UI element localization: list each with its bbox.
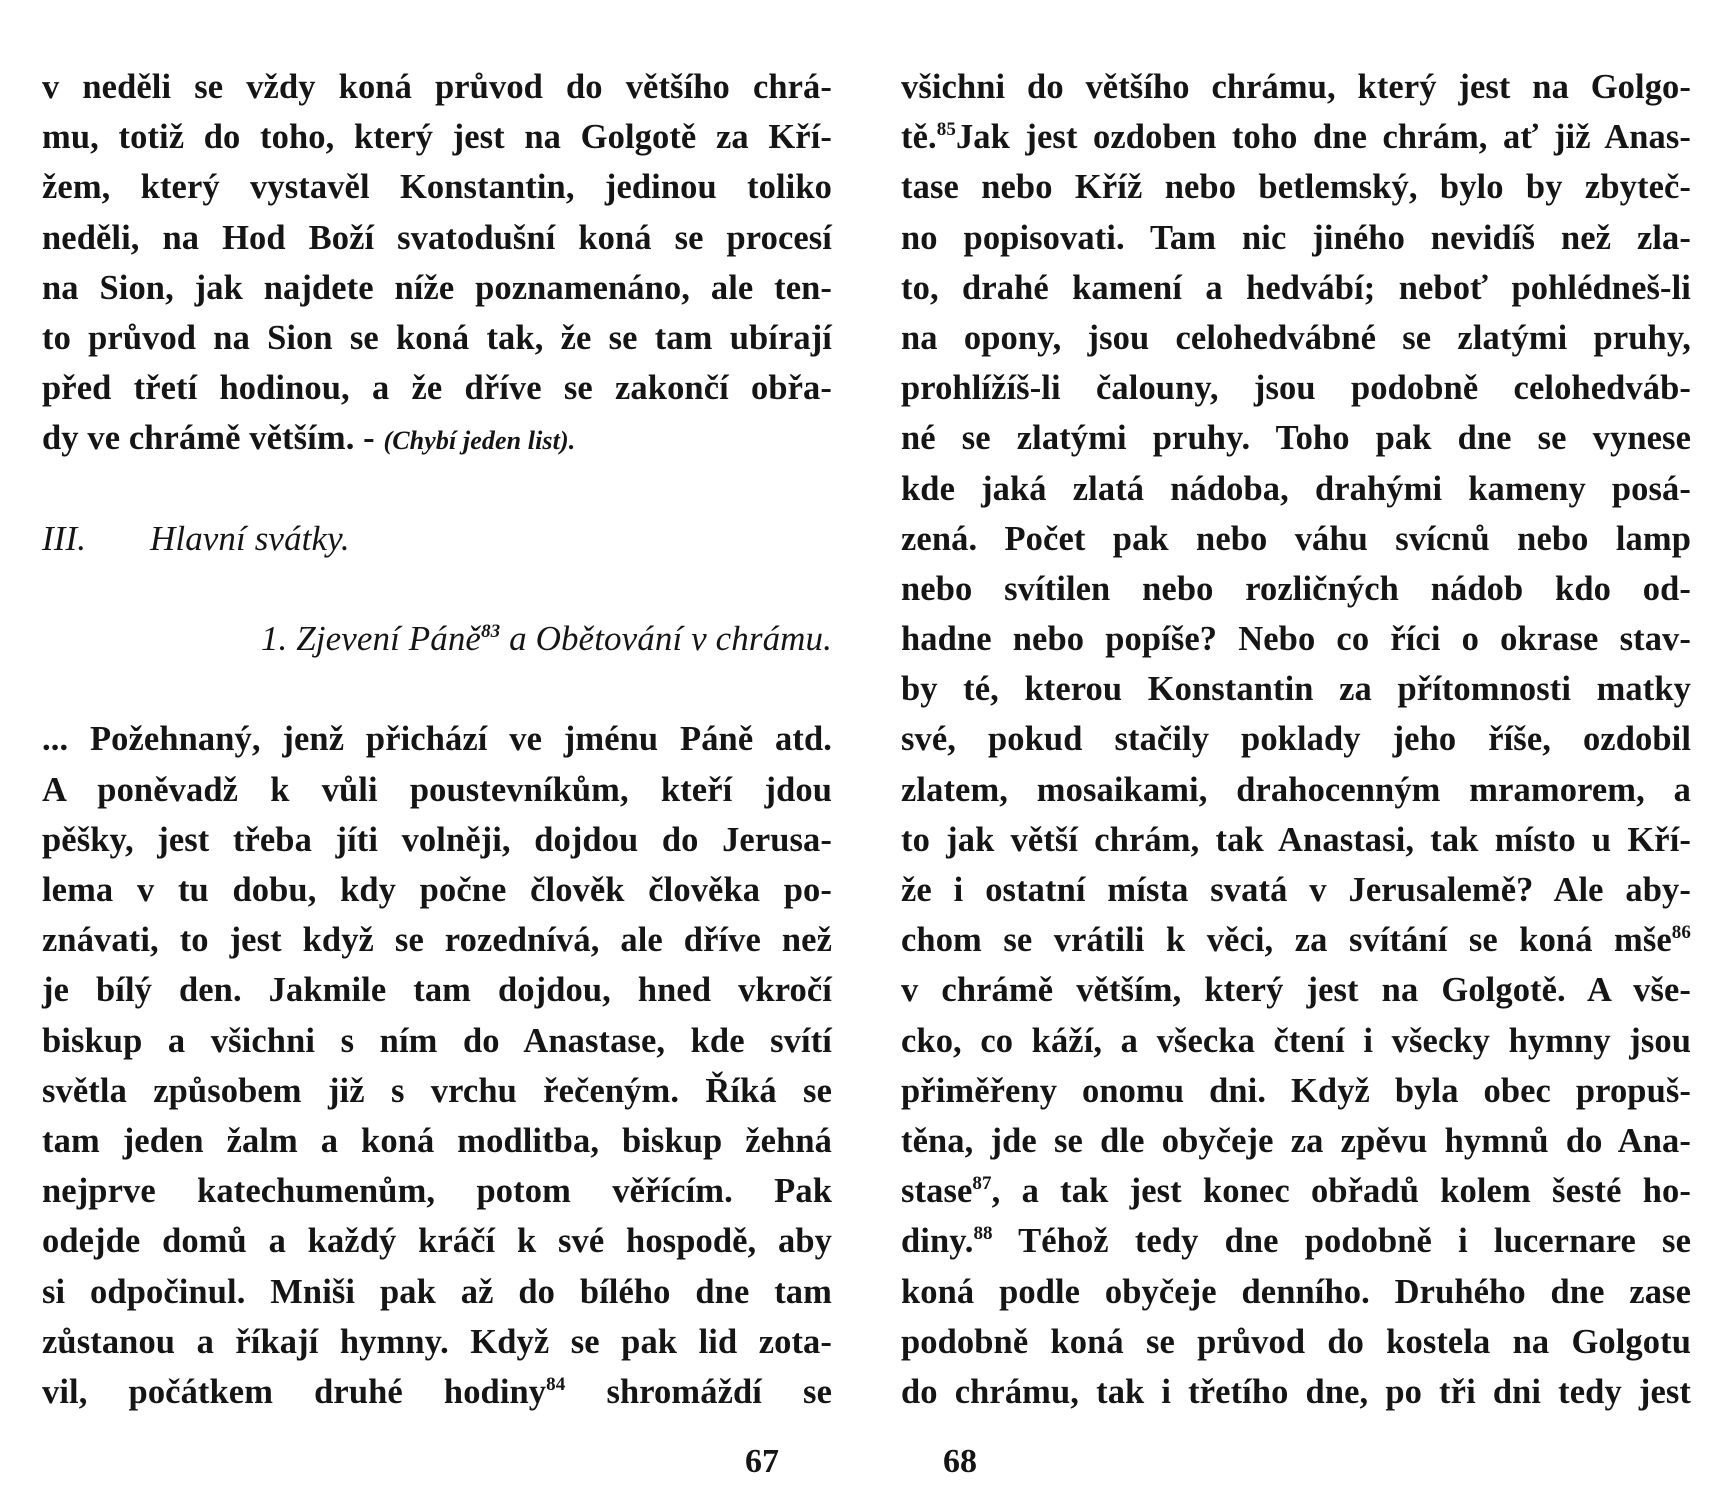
text-line: všichni do většího chrámu, který jest na Golgo- [901,68,1691,106]
text-line: odejde domů a každý kráčí k své hospodě, aby [42,1222,832,1261]
text-line: to průvod na Sion se koná tak, že se tam ubírají [42,318,832,357]
text-line: na Sion, jak najdete níže poznamenáno, ale ten- [42,268,832,307]
footnote-ref: 84 [546,1373,566,1395]
text-line: ... Požehnaný, jenž přichází ve jménu Páně atd. [42,720,832,759]
text-line: to jak větší chrám, tak Anastasi, tak místo u Kří- [901,820,1691,859]
text-fragment: Téhož tedy dne podobně i lucernare se [992,1222,1691,1261]
text-line: nejprve katechumenům, potom věřícím. Pak [42,1172,832,1211]
text-line: hadne nebo popíše? Nebo co říci o okrase stav- [901,620,1691,659]
right-page [859,0,1718,1500]
text-line: prohlížíš-li čalouny, jsou podobně celohedváb- [901,369,1691,408]
text-fragment: shromáždí se [565,1372,832,1411]
right-text-column [901,62,1691,1417]
text-line: pěšky, jest třeba jíti volněji, dojdou do Jerusa- [42,820,832,859]
text-line: cko, co káží, a všecka čtení i všecky hymny jsou [901,1021,1691,1060]
text-fragment: , a tak jest konec obřadů kolem šesté ho- [991,1172,1691,1211]
page-number-left: 67 [745,1443,779,1480]
text-line: zlatem, mosaikami, drahocenným mramorem, a [901,770,1691,809]
text-line: tase nebo Kříž nebo betlemský, bylo by zbyteč- [901,168,1691,207]
spacer [42,664,832,714]
text-fragment: diny. [901,1222,974,1261]
text-line: kde jaká zlatá nádoba, drahými kameny posá- [901,469,1691,508]
spacer [42,564,832,614]
text-line: nebo svítilen nebo rozličných nádob kdo od- [901,569,1691,608]
text-line: v neděli se vždy koná průvod do většího chrá- [42,68,832,106]
text-line: na opony, jsou celohedvábné se zlatými pruhy, [901,318,1691,357]
text-line [901,112,1691,162]
text-line: světla způsobem již s vrchu řečeným. Říká se [42,1071,832,1110]
footnote-ref: 87 [972,1173,992,1195]
missing-leaf-note: (Chybí jeden list). [383,426,576,456]
text-line: koná podle obyčeje denního. Druhého dne zase [901,1272,1691,1311]
text-line: podobně koná se průvod do kostela na Golgotu [901,1322,1691,1361]
text-line [901,915,1691,965]
left-text-column [42,62,832,1417]
text-line: do chrámu, tak i třetího dne, po tři dni tedy jest [901,1372,1691,1411]
text-line: přiměřeny onomu dni. Když byla obec propuš- [901,1071,1691,1110]
section-title: Hlavní svátky. [150,518,350,558]
text-line: zená. Počet pak nebo váhu svícnů nebo lamp [901,519,1691,558]
section-number: III. [42,518,87,558]
text-line: si odpočinul. Mniši pak až do bílého dne tam [42,1272,832,1311]
text-line: by té, kterou Konstantin za přítomnosti matky [901,670,1691,709]
text-line: je bílý den. Jakmile tam dojdou, hned vkročí [42,971,832,1010]
text-line: to, drahé kamení a hedvábí; neboť pohlédneš-li [901,268,1691,307]
subsection-title: 1. Zjevení Páně [260,619,482,659]
footnote-ref: 85 [936,119,956,141]
text-line: neděli, na Hod Boží svatodušní koná se procesí [42,218,832,257]
text-line: znávati, to jest když se rozednívá, ale dříve než [42,921,832,960]
text-line [901,1166,1691,1216]
text-line: těna, jde se dle obyčeje za zpěvu hymnů do Ana- [901,1121,1691,1160]
text-line: tam jeden žalm a koná modlitba, biskup žehná [42,1121,832,1160]
text-line: A poněvadž k vůli poustevníkům, kteří jdou [42,770,832,809]
text-line: mu, totiž do toho, který jest na Golgotě za Kří- [42,118,832,157]
text-line: no popisovati. Tam nic jiného nevidíš než zla- [901,218,1691,257]
page-number-right: 68 [943,1443,977,1480]
subsection-title-rest: a Obětování v chrámu. [500,619,832,659]
section-heading [42,514,832,564]
text-line [901,1216,1691,1266]
text-line: žem, který vystavěl Konstantin, jedinou toliko [42,168,832,207]
text-line: své, pokud stačily poklady jeho říše, ozdobil [901,720,1691,759]
text-fragment: Jak jest ozdoben toho dne chrám, ať již Anas- [955,118,1691,157]
footnote-ref: 88 [973,1223,993,1245]
text-line [42,413,832,463]
text-line: před třetí hodinou, a že dříve se zakončí obřa- [42,369,832,408]
text-fragment: vil, počátkem druhé hodiny [42,1372,547,1411]
subsection-heading [42,614,832,664]
text-fragment: stase [901,1172,973,1211]
text-line [42,1367,832,1417]
text-fragment: chom se vrátili k věci, za svítání se koná mše [901,921,1672,960]
spacer [42,464,832,514]
text-line: lema v tu dobu, kdy počne člověk člověka po- [42,871,832,909]
text-line: biskup a všichni s ním do Anastase, kde svítí [42,1021,832,1060]
footnote-ref: 86 [1671,922,1691,944]
text-fragment: tě. [901,118,937,157]
text-line: zůstanou a říkají hymny. Když se pak lid zota- [42,1322,832,1361]
text-line: v chrámě větším, který jest na Golgotě. A vše- [901,971,1691,1010]
text-line: že i ostatní místa svatá v Jerusalemě? Ale aby- [901,871,1691,909]
text-line: né se zlatými pruhy. Toho pak dne se vynese [901,419,1691,458]
text-fragment: dy ve chrámě větším. - [42,419,384,458]
footnote-ref: 83 [481,621,501,643]
